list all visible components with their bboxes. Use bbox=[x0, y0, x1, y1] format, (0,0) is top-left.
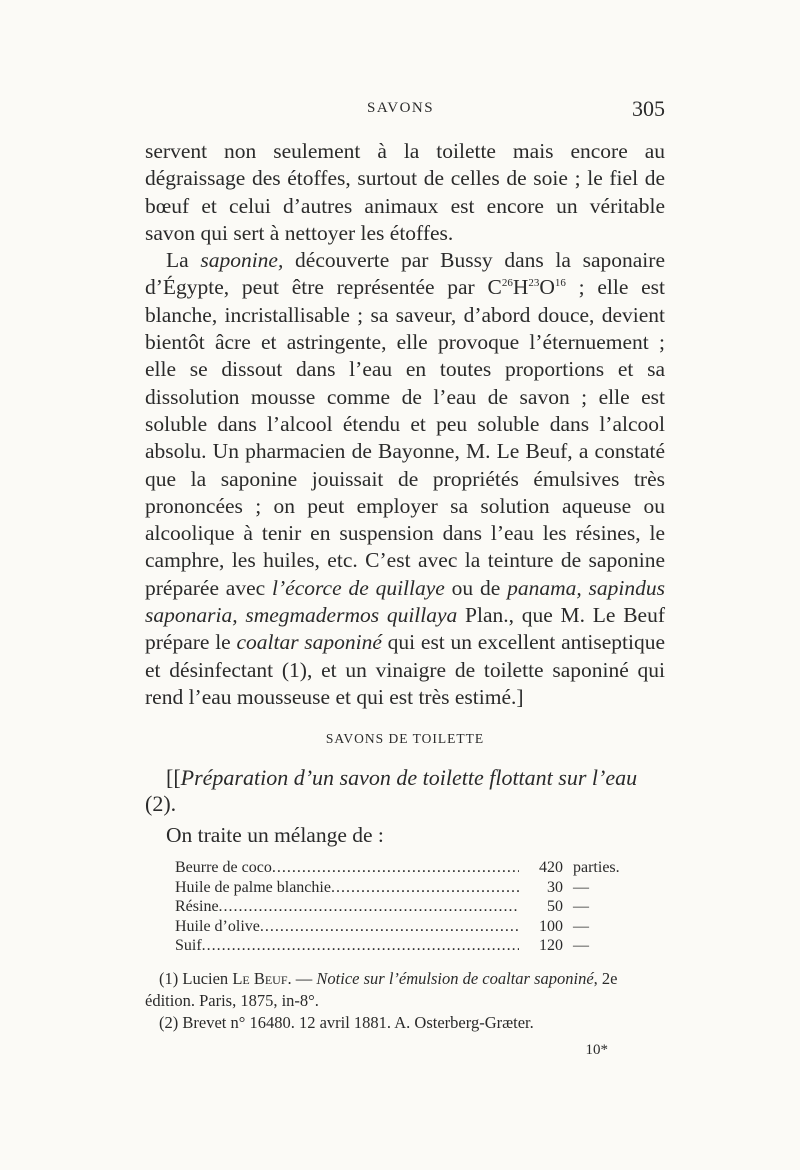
term-panama: panama, sapindus saponaria, smegmadermos quillaya bbox=[145, 575, 666, 628]
recipe-heading: [[Préparation d’un savon de toilette flottant sur l’eau (2). bbox=[145, 765, 638, 816]
term-saponine: saponine, bbox=[200, 248, 284, 273]
recipe-title: Préparation d’un savon de toilette flottant sur l’eau bbox=[180, 765, 638, 790]
ingredients-list bbox=[175, 858, 635, 956]
paragraph-1: servent non seulement à la toilette mais encore au dégraissage des étoffes, surtout de celles de soie ; le fiel de bœuf et celui d’autres animaux est encore un véritable savon qui sert à nettoyer les étoffes. bbox=[145, 139, 665, 245]
recipe-intro: On traite un mélange de : bbox=[166, 823, 384, 847]
ingredient-row: Huile d’olive ..... 100 — bbox=[175, 917, 635, 937]
ingredient-row: Suif ..... 120 — bbox=[175, 936, 635, 956]
page-number: 305 bbox=[632, 96, 665, 121]
ingredient-row: Résine ..... 50 — bbox=[175, 897, 635, 917]
paragraph-2: La saponine, découverte par Bussy dans la saponaire d’Égypte, peut être représentée par $C^{26}H^{23}O^{16}$ ; elle est blanche, incristallisable ; sa saveur, d’abord douce, devient bientôt âcre et astringente, elle provoque l’éternuement ; elle se dissout dans l’eau en toutes proportions et sa dissolution mousse comme de l’eau de savon ; elle est soluble dans l’alcool étendu et peu soluble dans l’alcool absolu. Un pharmacien de Bayonne, M. Le Beuf, a constaté que la saponine jouissait de propriétés émulsives très prononcées ; on peut employer sa solution aqueuse ou alcoolique à tenir en suspension dans l’eau les résines, le camphre, les huiles, etc. C’est avec la teinture de saponine préparée avec l’écorce de quillaye ou de panama, sapindus saponaria, smegmadermos quillaya Plan., que M. Le Beuf prépare le coaltar saponiné qui est un excellent antiseptique et désinfectant (1), et un vinaigre de toilette saponiné qui rend l’eau mousseuse et qui est très estimé.] bbox=[145, 248, 666, 709]
term-ecorce: l’écorce de quillaye bbox=[272, 575, 445, 600]
signature-mark: 10* bbox=[585, 1042, 608, 1058]
ingredient-row: Beurre de coco ..... 420 parties. bbox=[175, 858, 635, 878]
body-text bbox=[145, 138, 665, 711]
footnote-2: (2) Brevet n° 16480. 12 avril 1881. A. Osterberg-Græter. bbox=[159, 1013, 534, 1032]
footnotes bbox=[145, 968, 665, 1034]
footnote-1: (1) Lucien Le Beuf. — Notice sur l’émulsion de coaltar saponiné, 2e édition. Paris, 1875, in-8°. bbox=[145, 969, 618, 1010]
term-coaltar: coaltar saponiné bbox=[236, 630, 382, 655]
running-head bbox=[145, 96, 665, 130]
section-title: SAVONS DE TOILETTE bbox=[325, 731, 485, 746]
ingredient-row: Huile de palme blanchie ..... 30 — bbox=[175, 878, 635, 898]
running-head-title: SAVONS bbox=[367, 100, 435, 116]
